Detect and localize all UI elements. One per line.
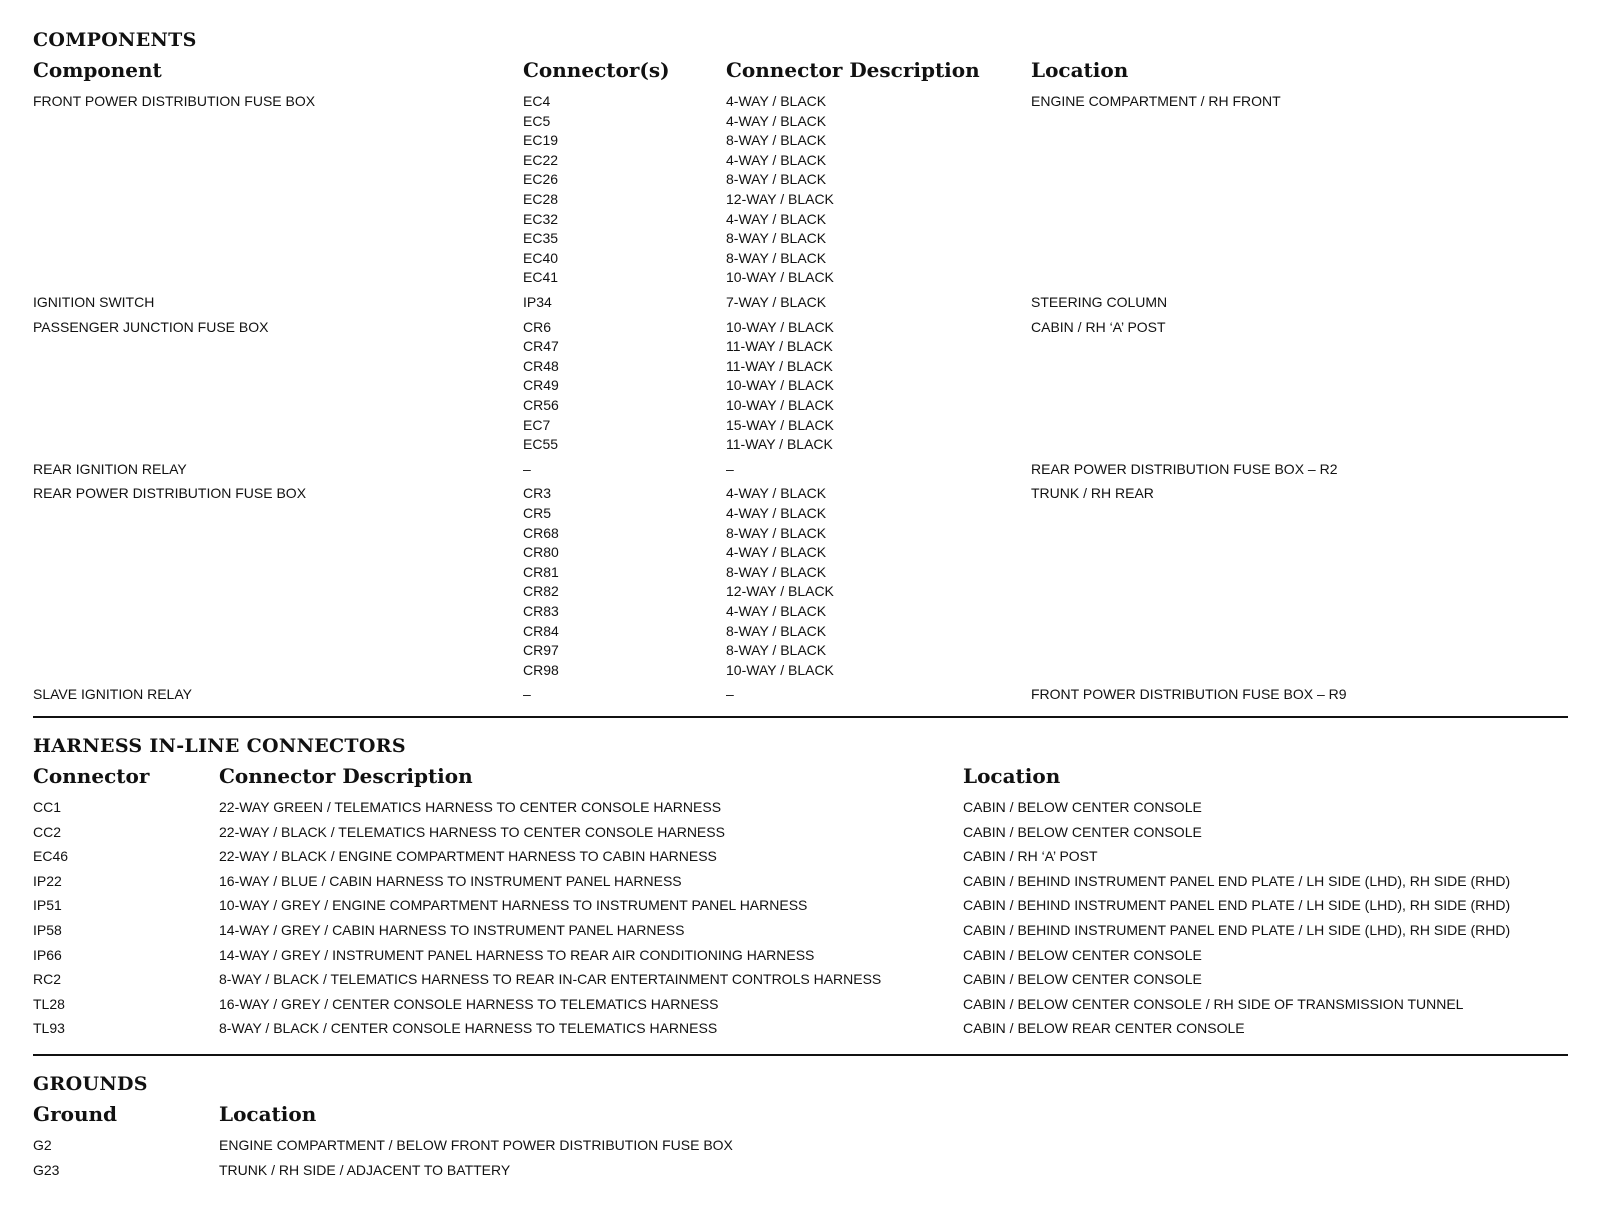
- connector-descriptions-line: 8-WAY / BLACK: [726, 230, 827, 247]
- component-name-line: PASSENGER JUNCTION FUSE BOX: [33, 318, 269, 335]
- component-name-line: FRONT POWER DISTRIBUTION FUSE BOX: [33, 93, 316, 109]
- component-location: [1031, 318, 1166, 338]
- connector-descriptions: [726, 685, 734, 705]
- harness-description-line: 8-WAY / BLACK / CENTER CONSOLE HARNESS TO TELEMATICS HARNESS: [219, 1020, 718, 1037]
- component-name: [33, 484, 306, 504]
- harness-description: [219, 1019, 717, 1039]
- component-name-line: IGNITION SWITCH: [33, 294, 155, 310]
- harness-connector-line: IP22: [33, 872, 62, 889]
- harness-description-line: 22-WAY / BLACK / ENGINE COMPARTMENT HARNESS TO CABIN HARNESS: [219, 848, 717, 865]
- connector-description-column-header: Connector Description: [726, 58, 980, 82]
- connector-descriptions: [726, 460, 734, 480]
- connector-ids: [523, 318, 559, 455]
- connector-ids-line: EC28: [523, 190, 559, 207]
- component-name: [33, 685, 192, 705]
- component-location-line: ENGINE COMPARTMENT / RH FRONT: [1031, 93, 1281, 109]
- connector-ids-line: CR5: [523, 504, 552, 521]
- harness-row: [33, 946, 1568, 971]
- harness-connector-line: CC2: [33, 823, 62, 840]
- harness-connector: [33, 946, 62, 966]
- harness-description-line: 14-WAY / GREY / CABIN HARNESS TO INSTRUMENT PANEL HARNESS: [219, 921, 685, 938]
- harness-connector: [33, 798, 61, 818]
- location-column-header: Location: [219, 1101, 317, 1126]
- harness-description: [219, 847, 717, 867]
- connector-descriptions-line: 4-WAY / BLACK: [726, 544, 827, 561]
- ground-id: [33, 1136, 52, 1156]
- harness-description: [219, 946, 814, 966]
- harness-header-row: [33, 760, 1568, 794]
- connector-ids-line: CR6: [523, 318, 552, 335]
- harness-description: [219, 995, 718, 1015]
- connector-descriptions-line: 10-WAY / BLACK: [726, 318, 834, 335]
- components-table-body: [33, 88, 1568, 710]
- components-header-row: [33, 54, 1568, 88]
- connector-descriptions-line: 12-WAY / BLACK: [726, 190, 834, 207]
- connector-ids-line: EC55: [523, 436, 559, 453]
- connector-ids-line: CR81: [523, 563, 559, 580]
- connector-ids-line: CR98: [523, 661, 559, 678]
- ground-row: [33, 1161, 1568, 1186]
- connector-ids: [523, 484, 559, 680]
- connector-ids-line: CR48: [523, 357, 559, 374]
- connector-descriptions-line: 10-WAY / BLACK: [726, 396, 834, 413]
- harness-connector: [33, 921, 62, 941]
- harness-connector-line: RC2: [33, 971, 62, 988]
- connector-ids-line: EC22: [523, 151, 559, 168]
- connector-descriptions-line: 4-WAY / BLACK: [726, 93, 827, 109]
- connector-descriptions: [726, 293, 826, 313]
- harness-row: [33, 1019, 1568, 1044]
- connector-ids-line: –: [523, 460, 531, 477]
- connector-descriptions: [726, 92, 834, 288]
- component-column-header: Component: [33, 58, 162, 82]
- harness-description-line: 10-WAY / GREY / ENGINE COMPARTMENT HARNESS TO INSTRUMENT PANEL HARNESS: [219, 897, 808, 914]
- connector-ids-line: CR82: [523, 583, 559, 600]
- grounds-header-row: [33, 1098, 1568, 1132]
- connector-descriptions-line: –: [726, 460, 734, 477]
- connector-descriptions-line: 12-WAY / BLACK: [726, 583, 834, 600]
- component-row: [33, 92, 1568, 293]
- connector-ids-line: EC41: [523, 269, 559, 286]
- connector-ids-line: CR3: [523, 485, 552, 502]
- harness-location: [963, 921, 1510, 941]
- harness-location-line: CABIN / BELOW CENTER CONSOLE: [963, 946, 1202, 963]
- harness-description: [219, 823, 725, 843]
- connector-descriptions: [726, 484, 834, 680]
- component-location-line: TRUNK / RH REAR: [1031, 485, 1154, 502]
- harness-location-line: CABIN / BELOW CENTER CONSOLE: [963, 798, 1202, 815]
- harness-description: [219, 896, 807, 916]
- harness-description-line: 22-WAY GREEN / TELEMATICS HARNESS TO CENTER CONSOLE HARNESS: [219, 798, 722, 815]
- harness-location-line: CABIN / BELOW CENTER CONSOLE: [963, 823, 1202, 840]
- connector-ids: [523, 293, 552, 313]
- connector-ids-line: EC35: [523, 230, 559, 247]
- harness-connector-line: TL93: [33, 1020, 65, 1037]
- connector-descriptions: [726, 318, 834, 455]
- harness-location-line: CABIN / BEHIND INSTRUMENT PANEL END PLATE / LH SIDE (LHD), RH SIDE (RHD): [963, 872, 1511, 889]
- component-row: [33, 685, 1568, 710]
- harness-row: [33, 995, 1568, 1020]
- connector-ids-line: EC5: [523, 112, 551, 129]
- harness-description: [219, 798, 721, 818]
- connector-description-column-header: Connector Description: [219, 763, 473, 788]
- harness-connector: [33, 823, 61, 843]
- ground-location: [219, 1161, 510, 1181]
- connector-descriptions-line: 4-WAY / BLACK: [726, 602, 827, 619]
- harness-location-line: CABIN / BELOW CENTER CONSOLE / RH SIDE OF TRANSMISSION TUNNEL: [963, 995, 1464, 1012]
- harness-location: [963, 946, 1202, 966]
- ground-row: [33, 1136, 1568, 1161]
- document-page: [33, 26, 1568, 1186]
- connector-descriptions-line: 8-WAY / BLACK: [726, 132, 827, 149]
- harness-description: [219, 970, 881, 990]
- harness-row: [33, 847, 1568, 872]
- component-location-line: REAR POWER DISTRIBUTION FUSE BOX – R2: [1031, 460, 1338, 477]
- component-name-line: REAR IGNITION RELAY: [33, 460, 187, 477]
- connector-ids-line: EC4: [523, 93, 551, 109]
- connector-ids-line: CR47: [523, 338, 559, 355]
- connector-ids-line: –: [523, 686, 531, 703]
- harness-location-line: CABIN / BEHIND INSTRUMENT PANEL END PLATE / LH SIDE (LHD), RH SIDE (RHD): [963, 897, 1511, 914]
- connector-ids-line: CR97: [523, 642, 559, 659]
- harness-row: [33, 921, 1568, 946]
- harness-description: [219, 872, 682, 892]
- harness-location-line: CABIN / RH ‘A’ POST: [963, 848, 1098, 865]
- connector-descriptions-line: 7-WAY / BLACK: [726, 294, 827, 310]
- component-name: [33, 460, 187, 480]
- connector-descriptions-line: 11-WAY / BLACK: [726, 357, 833, 374]
- harness-row: [33, 823, 1568, 848]
- connector-ids: [523, 460, 531, 480]
- harness-connector-line: TL28: [33, 995, 65, 1012]
- connector-ids-line: CR83: [523, 602, 559, 619]
- ground-id-line: G2: [33, 1136, 52, 1153]
- ground-id-line: G23: [33, 1161, 60, 1178]
- grounds-section: [33, 1056, 1568, 1186]
- harness-location: [963, 872, 1510, 892]
- connector-descriptions-line: 11-WAY / BLACK: [726, 436, 833, 453]
- connector-ids-line: EC40: [523, 249, 559, 266]
- connector-ids-line: EC19: [523, 132, 559, 149]
- harness-section: [33, 718, 1568, 1044]
- harness-row: [33, 798, 1568, 823]
- connector-descriptions-line: 4-WAY / BLACK: [726, 210, 827, 227]
- ground-location: [219, 1136, 733, 1156]
- connector-column-header: Connector: [33, 763, 150, 788]
- ground-id: [33, 1161, 59, 1181]
- connector-ids-line: IP34: [523, 294, 552, 310]
- connector-descriptions-line: 8-WAY / BLACK: [726, 622, 827, 639]
- component-name-line: REAR POWER DISTRIBUTION FUSE BOX: [33, 485, 307, 502]
- harness-table-body: [33, 794, 1568, 1044]
- harness-location: [963, 847, 1098, 867]
- harness-connector: [33, 970, 61, 990]
- components-section: [33, 26, 1568, 710]
- harness-connector-line: CC1: [33, 798, 62, 815]
- connector-descriptions-line: 10-WAY / BLACK: [726, 661, 834, 678]
- connector-descriptions-line: 10-WAY / BLACK: [726, 269, 834, 286]
- connector-descriptions-line: 10-WAY / BLACK: [726, 377, 834, 394]
- connector-ids-line: CR84: [523, 622, 559, 639]
- component-row: [33, 484, 1568, 685]
- harness-description-line: 22-WAY / BLACK / TELEMATICS HARNESS TO CENTER CONSOLE HARNESS: [219, 823, 725, 840]
- connector-descriptions-line: 4-WAY / BLACK: [726, 151, 827, 168]
- harness-location-line: CABIN / BELOW CENTER CONSOLE: [963, 971, 1202, 988]
- connector-ids: [523, 685, 531, 705]
- connector-ids: [523, 92, 558, 288]
- harness-description-line: 14-WAY / GREY / INSTRUMENT PANEL HARNESS TO REAR AIR CONDITIONING HARNESS: [219, 946, 815, 963]
- connector-descriptions-line: 8-WAY / BLACK: [726, 524, 827, 541]
- ground-location-line: ENGINE COMPARTMENT / BELOW FRONT POWER DISTRIBUTION FUSE BOX: [219, 1136, 733, 1153]
- connector-ids-line: CR56: [523, 396, 559, 413]
- harness-row: [33, 872, 1568, 897]
- connector-descriptions-line: 15-WAY / BLACK: [726, 416, 834, 433]
- component-name: [33, 318, 268, 338]
- component-location: [1031, 293, 1167, 313]
- component-row: [33, 293, 1568, 318]
- components-title: COMPONENTS: [33, 29, 197, 51]
- connector-descriptions-line: 4-WAY / BLACK: [726, 504, 827, 521]
- connector-descriptions-line: 8-WAY / BLACK: [726, 249, 827, 266]
- connector-descriptions-line: 8-WAY / BLACK: [726, 171, 827, 188]
- harness-connector: [33, 872, 62, 892]
- connector-ids-line: CR49: [523, 377, 559, 394]
- connector-ids-line: EC26: [523, 171, 559, 188]
- harness-connector-line: IP58: [33, 921, 62, 938]
- harness-description: [219, 921, 684, 941]
- harness-description-line: 16-WAY / BLUE / CABIN HARNESS TO INSTRUMENT PANEL HARNESS: [219, 872, 682, 889]
- connector-descriptions-line: 8-WAY / BLACK: [726, 642, 827, 659]
- harness-connector: [33, 847, 68, 867]
- connector-ids-line: EC32: [523, 210, 559, 227]
- connectors-column-header: Connector(s): [523, 58, 670, 82]
- location-column-header: Location: [1031, 58, 1129, 82]
- harness-connector-line: IP51: [33, 897, 62, 914]
- harness-connector: [33, 896, 62, 916]
- harness-row: [33, 896, 1568, 921]
- component-location: [1031, 460, 1338, 480]
- component-row: [33, 460, 1568, 485]
- harness-title: HARNESS IN-LINE CONNECTORS: [33, 734, 406, 757]
- ground-column-header: Ground: [33, 1101, 118, 1126]
- connector-descriptions-line: –: [726, 686, 734, 703]
- harness-location: [963, 798, 1202, 818]
- connector-ids-line: EC7: [523, 416, 551, 433]
- harness-location-line: CABIN / BELOW REAR CENTER CONSOLE: [963, 1020, 1245, 1037]
- harness-description-line: 8-WAY / BLACK / TELEMATICS HARNESS TO REAR IN-CAR ENTERTAINMENT CONTROLS HARNESS: [219, 971, 882, 988]
- location-column-header: Location: [963, 763, 1061, 788]
- connector-ids-line: CR68: [523, 524, 559, 541]
- harness-location: [963, 823, 1202, 843]
- ground-location-line: TRUNK / RH SIDE / ADJACENT TO BATTERY: [219, 1161, 511, 1178]
- harness-location: [963, 995, 1463, 1015]
- component-location-line: CABIN / RH ‘A’ POST: [1031, 318, 1166, 335]
- connector-descriptions-line: 11-WAY / BLACK: [726, 338, 833, 355]
- harness-connector-line: EC46: [33, 848, 69, 865]
- component-location: [1031, 92, 1281, 112]
- connector-ids-line: CR80: [523, 544, 559, 561]
- grounds-table-body: [33, 1132, 1568, 1186]
- connector-descriptions-line: 8-WAY / BLACK: [726, 563, 827, 580]
- component-name: [33, 293, 154, 313]
- harness-row: [33, 970, 1568, 995]
- component-name-line: SLAVE IGNITION RELAY: [33, 686, 192, 703]
- connector-descriptions-line: 4-WAY / BLACK: [726, 112, 827, 129]
- harness-connector: [33, 1019, 65, 1039]
- component-name: [33, 92, 315, 112]
- harness-location: [963, 896, 1510, 916]
- connector-descriptions-line: 4-WAY / BLACK: [726, 485, 827, 502]
- harness-location: [963, 1019, 1245, 1039]
- harness-location: [963, 970, 1202, 990]
- component-location-line: STEERING COLUMN: [1031, 294, 1168, 310]
- harness-connector-line: IP66: [33, 946, 62, 963]
- harness-description-line: 16-WAY / GREY / CENTER CONSOLE HARNESS TO TELEMATICS HARNESS: [219, 995, 719, 1012]
- component-location: [1031, 484, 1154, 504]
- harness-connector: [33, 995, 65, 1015]
- grounds-title: GROUNDS: [33, 1072, 148, 1095]
- component-location-line: FRONT POWER DISTRIBUTION FUSE BOX – R9: [1031, 686, 1347, 703]
- component-location: [1031, 685, 1347, 705]
- harness-location-line: CABIN / BEHIND INSTRUMENT PANEL END PLATE / LH SIDE (LHD), RH SIDE (RHD): [963, 921, 1511, 938]
- component-row: [33, 318, 1568, 460]
